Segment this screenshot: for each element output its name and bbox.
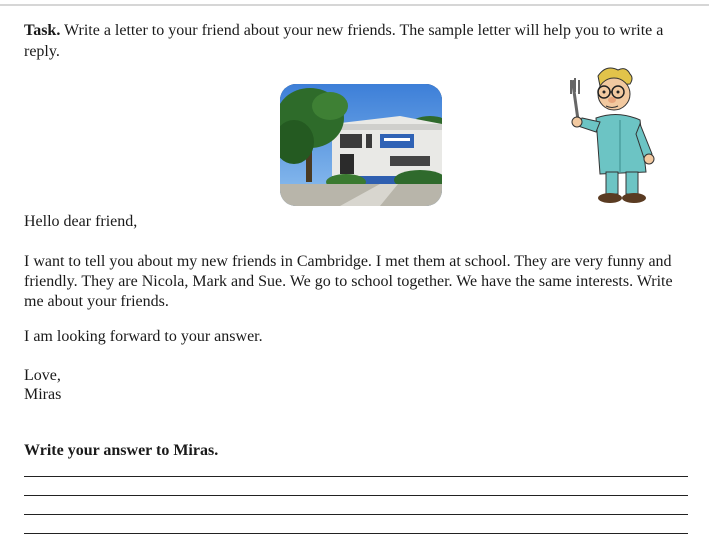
letter-signature: Miras [24,386,62,403]
answer-prompt: Write your answer to Miras. [24,442,219,459]
letter-body: I want to tell you about my new friends in Cambridge. I met them at school. They are very funny and friendly. They are Nicola, Mark and Sue. We go to school together. We have the same interests. Write me about your friends. [24,253,673,310]
task-label: Task. [24,22,61,39]
answer-line-4[interactable] [24,533,688,534]
letter-signoff: Love, [24,367,61,384]
answer-line-1[interactable] [24,476,688,477]
top-rule [0,4,709,6]
answer-line-2[interactable] [24,495,688,496]
letter-greeting: Hello dear friend, [24,213,138,230]
cartoon-man-with-fork-icon [560,62,660,212]
task-text: Write a letter to your friend about your new friends. The sample letter will help you to write a reply. [24,22,664,60]
letter-closing-line: I am looking forward to your answer. [24,328,263,345]
school-building-photo [280,84,442,206]
answer-line-3[interactable] [24,514,688,515]
task-instruction [24,20,689,62]
